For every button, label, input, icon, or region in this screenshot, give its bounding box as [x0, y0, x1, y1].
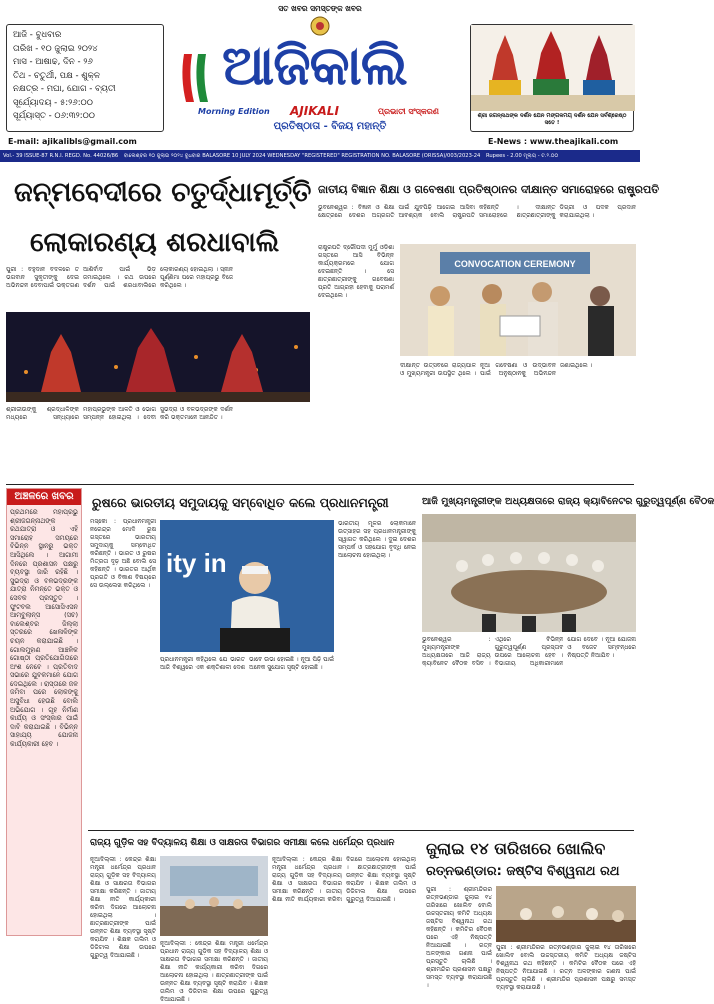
lead-photo	[6, 312, 310, 402]
section-divider	[6, 484, 634, 485]
logo-roman: AJIKALI	[290, 104, 339, 118]
education-text-bottom: ନୂଆଦିଲ୍ଲୀ : କେନ୍ଦ୍ର ଶିକ୍ଷା ମନ୍ତ୍ରୀ ଧର୍ମେନ୍ଦ୍ର ପ୍ରଧାନ ରାଜ୍ୟ ଗୁଡ଼ିକ ସହ ବିଦ୍ୟାଳୟ ଶିକ୍ଷା ଓ ସାକ୍ଷରତା ବିଭାଗର ସମୀକ୍ଷା କରିଛନ୍ତି । ଜାତୀୟ ଶିକ୍ଷା ନୀତି କାର୍ଯ୍ୟକାରୀ କରିବା ଦିଗରେ ଆଲୋଚନା ହୋଇଥିଲା । ଛାତ୍ରଛାତ୍ରୀଙ୍କ ପାଇଁ ଉନ୍ନତ ଶିକ୍ଷା ବ୍ୟବସ୍ଥା ସୃଷ୍ଟି କରାଯିବ । ଶିକ୍ଷକ ତାଲିମ ଓ ଡିଜିଟାଲ ଶିକ୍ଷା ଉପରେ ଗୁରୁତ୍ୱ ଦିଆଯାଇଛି ।	[160, 940, 268, 1003]
enews-link[interactable]: E-News : www.theajikali.com	[488, 137, 619, 146]
almanac-line: ଆଜି - ବୁଧବାର	[13, 30, 62, 40]
almanac-line: ମାସ - ଆଷାଢ, ଦିନ - ୨୬	[13, 57, 93, 67]
rath-photo-box	[470, 24, 634, 132]
education-text-left: ନୂଆଦିଲ୍ଲୀ : କେନ୍ଦ୍ର ଶିକ୍ଷା ମନ୍ତ୍ରୀ ଧର୍ମେନ୍ଦ୍ର ପ୍ରଧାନ ରାଜ୍ୟ ଗୁଡ଼ିକ ସହ ବିଦ୍ୟାଳୟ ଶିକ୍ଷା ଓ ସାକ୍ଷରତା ବିଭାଗର ସମୀକ୍ଷା କରିଛନ୍ତି । ଜାତୀୟ ଶିକ୍ଷା ନୀତି କାର୍ଯ୍ୟକାରୀ କରିବା ଦିଗରେ ଆଲୋଚନା ହୋଇଥିଲା । ଛାତ୍ରଛାତ୍ରୀଙ୍କ ପାଇଁ ଉନ୍ନତ ଶିକ୍ଷା ବ୍ୟବସ୍ଥା ସୃଷ୍ଟି କରାଯିବ । ଶିକ୍ଷକ ତାଲିମ ଓ ଡିଜିଟାଲ ଶିକ୍ଷା ଉପରେ ଗୁରୁତ୍ୱ ଦିଆଯାଇଛି ।	[90, 856, 156, 959]
logo-stripes-icon	[180, 48, 224, 108]
stage-backdrop-text: ity in	[166, 548, 227, 578]
rath-headline-2: ରତ୍ନଭଣ୍ଡାର: ଜଷ୍ଟିସ ବିଶ୍ୱନାଥ ରଥ	[426, 864, 620, 879]
almanac-line: ନକ୍ଷତ୍ର - ମଘା, ଯୋଗ - ବ୍ୟତୀ	[13, 84, 116, 94]
issue-strip	[0, 150, 640, 162]
sidebar-text: ପ୍ରଥମରେ ମହାପ୍ରଭୁ ଶ୍ରୀଜଗନ୍ନାଥଙ୍କ ରଥଯାତ୍ରା ଓ ଏହି ସମାରୋହ ସମୟରେ ବିଭିନ୍ନ ସ୍ଥାନରୁ ଭକ୍ତ ଆସିଥିଲେ । ଆଗାମୀ ଦିନରେ ପ୍ରଶାସନ ପକ୍ଷରୁ ବ୍ୟବସ୍ଥା ଜାରି ରହିଛି । ସୁଭଦ୍ରା ଓ ବଳଭଦ୍ରଙ୍କ ଯାତ୍ରା ନିମନ୍ତେ ଭକ୍ତ ଓ ସେବକ ପ୍ରସ୍ତୁତ । ଫୁଟବଲ ଆସୋସିଏସନ ଆମ୍ବୁଲାନ୍ସ (ସଚ) ବାଲେଶ୍ବର ଜିଲ୍ଲା ସ୍ତରରେ ଖେଳାଳିଙ୍କ ଚୟନ କରାଯାଇଛି । ଗୋଲମୁହାଣ ଆଞ୍ଚଳିକ ଗୋଷ୍ଠୀ ପ୍ରତିଯୋଗିତାରେ ଅଂଶ ନେବେ । ପ୍ରତିବାଦ ସଭାରେ ଯୁବକମାନେ ଯୋଗ ଦେଇଥିଲେ । ରାସ୍ତାରେ ଜଳ ଜମିବା ପରେ ଲୋକଙ୍କୁ ଅସୁବିଧା ହେଉଛି ବୋଲି ଅଭିଯୋଗ । ଗୃହ ନିର୍ମାଣ କାର୍ଯ୍ୟ ଓ ସଂସ୍କାର ପାଇଁ ଦାବି କରାଯାଇଛି । ବିଭିନ୍ନ ସାହାଯ୍ୟ ଯୋଜନା କାର୍ଯ୍ୟକାରୀ ହେବ ।	[10, 508, 78, 749]
rath-headline-1: ଜୁଲାଇ ୧୪ ତାରିଖରେ ଖୋଲିବ	[426, 839, 606, 858]
almanac-line: ସୂର୍ଯ୍ୟୋଦୟ - ୫:୨୬:୦୦	[13, 97, 93, 108]
logo-title: ଆଜିକାଲି	[222, 34, 407, 97]
lead-story-text: ପୁରୀ : ବହୁଦାନ ବଦଳରେ ତ ଭଗବାନ ସୁକୃତୀଙ୍କୁ ଦେଇ ଅଭିନନ୍ଦନ ଦେବାପାଇଁ ଭକ୍ତଗଣ ଆଶିର୍ବାଦ ପାଇଁ ଭିଡ଼ ଜମାଇଥିଲେ । ରଥ ଉପରେ ଦର୍ଶନ ପାଇଁ ଶରଧାବାଲିରେ ଲୋକାରଣ୍ୟ ହୋଇଥିଲା । ସ୍ନାନ ପୂର୍ଣ୍ଣିମା ପରେ ମହାପ୍ରଭୁ ବିଜେ କରିଥିଲେ ।	[6, 266, 233, 289]
president-text-bottom: ଦୀକ୍ଷାନ୍ତ ଉତ୍ସବରେ ରାଜ୍ୟପାଳ ଓ ମୁଖ୍ୟମନ୍ତ୍ରୀ ଉପସ୍ଥିତ ଥିଲେ । ନୂଆ ଗବେଷଣା ଓ ଉଦ୍ଭାବନ ପାଇଁ ଅନୁଷ୍ଠାନକୁ ଅଭିନନ୍ଦନ ଜଣାଇଥିଲେ ।	[400, 362, 593, 377]
edition-odia: ପ୍ରଭାତୀ ସଂସ୍କରଣ	[378, 107, 439, 116]
rath-photo	[496, 886, 636, 942]
tagline: ସତ ଖବର ସମସ୍ତଙ୍କ ଖବର	[278, 4, 362, 13]
education-headline: ରାଜ୍ୟ ଗୁଡ଼ିକ ସହ ବିଦ୍ୟାଳୟ ଶିକ୍ଷା ଓ ସାକ୍ଷରତା ବିଭାଗର ସମୀକ୍ଷା କଲେ ଧର୍ମେନ୍ଦ୍ର ପ୍ରଧାନ	[90, 838, 395, 848]
edition-label: Morning Edition	[198, 107, 270, 116]
issue-dateline: ବାଲେଶ୍ବର ୧୦ ଜୁଲାଇ ୨୦୨୪ ବୁଧବାର BALASORE 10 JULY 2024 WEDNESDAY "REGISTERED" REGISTRATION NO. BALASORE (ORISSA)/003/2023-24	[123, 153, 481, 159]
committee-meeting-image	[496, 886, 636, 942]
lead-story-text-2: ଶ୍ରୀଜୀଉଙ୍କୁ ଶ୍ରଦ୍ଧାଳିଙ୍କ ମଧ୍ୟରେ ସନ୍ଧ୍ୟାରେ ମହାପ୍ରଭୁଙ୍କ ଆଳତି ଓ ଭୋଗ ସମ୍ପନ୍ନ ହୋଇଥିଲା । ଦେବୀ ସୁଭଦ୍ରା ଓ ବଳଭଦ୍ରଙ୍କ ଦର୍ଶନ କରି ଭକ୍ତମାନେ ଆନନ୍ଦିତ ।	[6, 406, 233, 421]
president-text-left: ରାଷ୍ଟ୍ରପତି ଦ୍ରୌପଦୀ ମୁର୍ମୁ ଓଡ଼ିଶା ଗସ୍ତରେ ଆସି ବିଭିନ୍ନ କାର୍ଯ୍ୟକ୍ରମରେ ଯୋଗ ଦେଇଛନ୍ତି । ସେ ଛାତ୍ରଛାତ୍ରୀଙ୍କୁ ଗବେଷଣା ପ୍ରତି ଆଗ୍ରହୀ ହେବାକୁ ପରାମର୍ଶ ଦେଇଥିଲେ ।	[318, 244, 394, 299]
section-divider-2	[88, 830, 634, 831]
president-headline: ଜାତୀୟ ବିଜ୍ଞାନ ଶିକ୍ଷା ଓ ଗବେଷଣା ପ୍ରତିଷ୍ଠାନର ଦୀକ୍ଷାନ୍ତ ସମାରୋହରେ ରାଷ୍ଟ୍ରପତି	[318, 183, 660, 196]
temple-chariots-image	[6, 312, 310, 402]
almanac-line: ସୂର୍ଯ୍ୟାସ୍ତ - ୦୬:୩୨:୦୦	[13, 111, 95, 121]
president-text-1: ଭୁବନେଶ୍ୱର : ବିଜ୍ଞାନ ଓ ଶିକ୍ଷା କ୍ଷେତ୍ରରେ ଦେଶର ଅଗ୍ରଗତି ପାଇଁ ଯୁବପିଢ଼ି ଆଗେଇ ଆସିବା ଆବଶ୍ୟକ ବୋଲି ରାଷ୍ଟ୍ରପତି କହିଛନ୍ତି । ଦୀକ୍ଷାନ୍ତ ସମାରୋହରେ ଛାତ୍ରଛାତ୍ରୀଙ୍କୁ ଡିଗ୍ରୀ ଓ ପଦକ ପ୍ରଦାନ କରାଯାଇଥିଲା ।	[318, 204, 636, 219]
almanac-line: ତାରିଖ - ୧୦ ଜୁଲାଇ ୨୦୨୪	[13, 43, 98, 54]
issue-volume: Vol.- 39 ISSUE-87 R.N.I. REGD. No. 44026/86	[3, 153, 119, 159]
rath-photo-caption: ଶ୍ରୀ ଜଗନ୍ନାଥଙ୍କ ଦର୍ଶନ ଯେନ ମଙ୍ଗଳମୟ ଦର୍ଶନ ଯେନ ସର୍ବଶ୍ରେଷ୍ଠ ସତେ !	[477, 113, 627, 126]
cabinet-meeting-image	[422, 514, 636, 632]
modi-photo	[160, 520, 334, 652]
modi-headline: ରୁଷରେ ଭାରତୀୟ ସମୁଦାୟକୁ ସମ୍ବୋଧିତ କଲେ ପ୍ରଧାନମନ୍ତ୍ରୀ	[92, 495, 389, 510]
issue-price: Rupees - 2.00 ମୂଲ୍ୟ - ଟ.୨.୦୦	[486, 153, 559, 159]
regional-news-sidebar	[6, 488, 82, 936]
founder-line: ପ୍ରତିଷ୍ଠାତା - ବିଜୟ ମହାନ୍ତି	[273, 121, 387, 132]
pm-speech-image	[160, 520, 334, 652]
convocation-image	[400, 244, 636, 356]
masthead	[0, 0, 640, 148]
lead-headline-1: ଜନ୍ମବେଦୀରେ ଚତୁର୍ଦ୍ଧାମୂର୍ତ୍ତି	[14, 177, 312, 208]
education-text-right: ନୂଆଦିଲ୍ଲୀ : କେନ୍ଦ୍ର ଶିକ୍ଷା ମନ୍ତ୍ରୀ ଧର୍ମେନ୍ଦ୍ର ପ୍ରଧାନ ରାଜ୍ୟ ଗୁଡ଼ିକ ସହ ବିଦ୍ୟାଳୟ ଶିକ୍ଷା ଓ ସାକ୍ଷରତା ବିଭାଗର ସମୀକ୍ଷା କରିଛନ୍ତି । ଜାତୀୟ ଶିକ୍ଷା ନୀତି କାର୍ଯ୍ୟକାରୀ କରିବା ଦିଗରେ ଆଲୋଚନା ହୋଇଥିଲା । ଛାତ୍ରଛାତ୍ରୀଙ୍କ ପାଇଁ ଉନ୍ନତ ଶିକ୍ଷା ବ୍ୟବସ୍ଥା ସୃଷ୍ଟି କରାଯିବ । ଶିକ୍ଷକ ତାଲିମ ଓ ଡିଜିଟାଲ ଶିକ୍ଷା ଉପରେ ଗୁରୁତ୍ୱ ଦିଆଯାଇଛି ।	[272, 856, 416, 903]
cabinet-headline: ଆଜି ମୁଖ୍ୟମନ୍ତ୍ରୀଙ୍କ ଅଧ୍ୟକ୍ଷତାରେ ରାଜ୍ୟ କ୍ୟାବିନେଟର ଗୁରୁତ୍ୱପୂର୍ଣ୍ଣ ବୈଠକ	[422, 496, 714, 507]
education-photo	[160, 856, 268, 936]
modi-text-bottom: ପ୍ରଧାନମନ୍ତ୍ରୀ କହିଥିଲେ ଯେ ଭାରତ ଆଜି ବିଶ୍ୱରେ ଏକ ଶକ୍ତିଶାଳୀ ଦେଶ ଭାବେ ଉଭା ହୋଇଛି । ନୂଆ ପିଢ଼ି ପାଇଁ ଅନେକ ସୁଯୋଗ ସୃଷ୍ଟି ହୋଇଛି ।	[160, 656, 334, 671]
rath-text-left: ପୁରୀ : ଶ୍ରୀମନ୍ଦିରର ରତ୍ନଭଣ୍ଡାର ଜୁଲାଇ ୧୪ ତାରିଖରେ ଖୋଲିବ ବୋଲି ଉଚ୍ଚସ୍ତରୀୟ କମିଟି ଅଧ୍ୟକ୍ଷ ଜଷ୍ଟିସ ବିଶ୍ୱନାଥ ରଥ କହିଛନ୍ତି । କମିଟିର ବୈଠକ ପରେ ଏହି ନିଷ୍ପତ୍ତି ନିଆଯାଇଛି । ରତ୍ନ ଅଳଙ୍କାର ଗଣନା ପାଇଁ ପ୍ରସ୍ତୁତି ଚାଲିଛି । ଶ୍ରୀମନ୍ଦିର ପ୍ରଶାସନ ପକ୍ଷରୁ ସମସ୍ତ ବ୍ୟବସ୍ଥା କରାଯାଉଛି ।	[426, 886, 492, 989]
almanac-line: ତିଥ - ଚତୁର୍ଥୀ, ପକ୍ଷ - ଶୁକ୍ଳ	[13, 70, 101, 81]
convocation-banner: CONVOCATION CEREMONY	[454, 259, 576, 269]
cabinet-text: ଭୁବନେଶ୍ୱର : ମୁଖ୍ୟମନ୍ତ୍ରୀଙ୍କ ଅଧ୍ୟକ୍ଷତାରେ ଆଜି ରାଜ୍ୟ କ୍ୟାବିନେଟ ବୈଠକ ବସିବ । ଏଥିରେ ବିଭିନ୍ନ ଗୁରୁତ୍ୱପୂର୍ଣ୍ଣ ପ୍ରସ୍ତାବ ଉପରେ ଆଲୋଚନା ହେବ । ବିଭାଗୀୟ ଅଧିକାରୀମାନେ ଯୋଗ ଦେବେ । ନୂଆ ଯୋଜନା ଓ ବଜେଟ ସମ୍ବନ୍ଧରେ ନିଷ୍ପତ୍ତି ନିଆଯିବ ।	[422, 636, 636, 667]
chariots-image	[471, 25, 635, 111]
rath-text-bottom: ପୁରୀ : ଶ୍ରୀମନ୍ଦିରର ରତ୍ନଭଣ୍ଡାର ଜୁଲାଇ ୧୪ ତାରିଖରେ ଖୋଲିବ ବୋଲି ଉଚ୍ଚସ୍ତରୀୟ କମିଟି ଅଧ୍ୟକ୍ଷ ଜଷ୍ଟିସ ବିଶ୍ୱନାଥ ରଥ କହିଛନ୍ତି । କମିଟିର ବୈଠକ ପରେ ଏହି ନିଷ୍ପତ୍ତି ନିଆଯାଇଛି । ରତ୍ନ ଅଳଙ୍କାର ଗଣନା ପାଇଁ ପ୍ରସ୍ତୁତି ଚାଲିଛି । ଶ୍ରୀମନ୍ଦିର ପ୍ରଶାସନ ପକ୍ଷରୁ ସମସ୍ତ ବ୍ୟବସ୍ଥା କରାଯାଉଛି ।	[496, 944, 636, 991]
cabinet-photo	[422, 514, 636, 632]
president-photo	[400, 244, 636, 356]
almanac-box	[6, 24, 164, 132]
modi-text-left: ମସ୍କୋ : ପ୍ରଧାନମନ୍ତ୍ରୀ ନରେନ୍ଦ୍ର ମୋଦି ରୁଷ ଗସ୍ତରେ ଭାରତୀୟ ସମୁଦାୟକୁ ସମ୍ବୋଧିତ କରିଛନ୍ତି । ଭାରତ ଓ ରୁଷର ମିତ୍ରତା ଦୃଢ଼ ଅଛି ବୋଲି ସେ କହିଛନ୍ତି । ଭାରତର ଆର୍ଥିକ ପ୍ରଗତି ଓ ବିକାଶ ବିଷୟରେ ସେ ଉଲ୍ଲେଖ କରିଥିଲେ ।	[90, 518, 156, 589]
sidebar-title: ଅଞ୍ଚଳରେ ଖବର	[7, 489, 81, 505]
lead-headline-2: ଲୋକାରଣ୍ୟ ଶରଧାବାଲି	[30, 227, 280, 258]
review-meeting-image	[160, 856, 268, 936]
email-link[interactable]: E-mail: ajikalibls@gmail.com	[8, 137, 137, 146]
modi-text-right: ଭାରତୀୟ ମୂଳର ଲୋକମାନେ ଉତ୍ସାହର ସହ ପ୍ରଧାନମନ୍ତ୍ରୀଙ୍କୁ ସ୍ୱାଗତ କରିଥିଲେ । ଦୁଇ ଦେଶର ସମ୍ପର୍କ ଓ ସହଯୋଗ ବୃଦ୍ଧି ନେଇ ଆଲୋଚନା ହୋଇଥିଲା ।	[338, 520, 416, 559]
